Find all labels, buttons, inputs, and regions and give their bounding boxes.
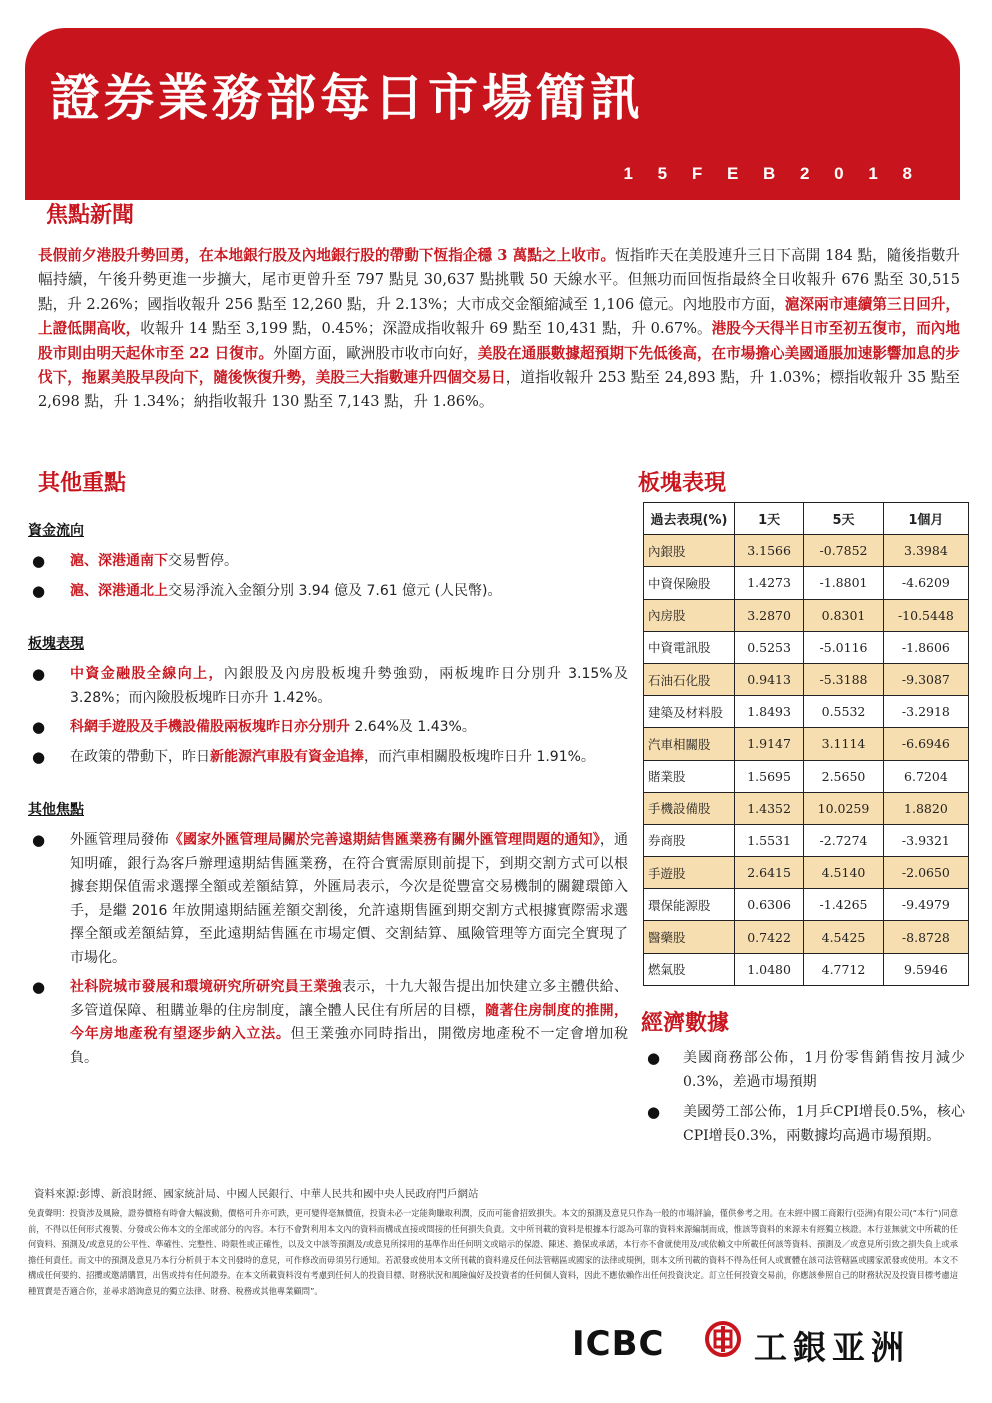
sector-name: 汽車相關股	[644, 728, 735, 760]
sector-name: 醫藥股	[644, 921, 735, 953]
sector-value: -2.7274	[804, 824, 884, 856]
sector-value: -1.8606	[883, 631, 968, 663]
table-row	[644, 567, 969, 599]
economic-item	[643, 1100, 965, 1148]
focus-news-text: 收報升 14 點至 3,199 點，0.45%；深證成指收報升 69 點至 10,431 點，升 0.67%。	[140, 320, 712, 338]
sector-name: 建築及材料股	[644, 696, 735, 728]
focus-news-text: 滬深兩市連續第三日回升，上證低開高收，	[38, 295, 960, 338]
table-row	[644, 857, 969, 889]
economic-data	[643, 1046, 965, 1154]
economic-item	[643, 1046, 965, 1094]
table-row	[644, 760, 969, 792]
bullet-text: 新能源汽車股有資金追捧	[210, 748, 364, 765]
sector-value: 4.5140	[804, 857, 884, 889]
sector-value: 0.9413	[735, 663, 804, 695]
bullet-text: 滬、深港通北上	[70, 582, 168, 599]
focus-news-text: 長假前夕港股升勢回勇，在本地銀行股及內地銀行股的帶動下恆指企穩 3 萬點之上收市。	[38, 247, 616, 264]
focus-news-body	[38, 244, 960, 415]
sector-value: 0.8301	[804, 599, 884, 631]
sector-value: 3.3984	[883, 535, 968, 567]
data-source: 資料來源:彭博、新浪財經、國家統計局、中國人民銀行、中華人民共和國中央人民政府門戶網站	[34, 1188, 479, 1200]
sector-name: 內房股	[644, 599, 735, 631]
sector-table	[643, 502, 969, 986]
sector-value: 3.1114	[804, 728, 884, 760]
sector-value: 2.5650	[804, 760, 884, 792]
bullet-text: 中資金融股全線向上，	[70, 666, 224, 682]
sector-value: -1.8801	[804, 567, 884, 599]
sector-value: 4.7712	[804, 953, 884, 985]
table-row	[644, 792, 969, 824]
sector-value: -5.3188	[804, 663, 884, 695]
subsection-heading: 資金流向	[28, 523, 84, 539]
subsection-heading: 其他焦點	[28, 802, 84, 818]
sector-value: 3.2870	[735, 599, 804, 631]
disclaimer: 免責聲明：投資涉及風險，證券價格有時會大幅波動，價格可升亦可跌，更可變得毫無價值，投資未必一定能夠賺取利潤，反而可能會招致損失。本文的預測及意見只作為一般的市場評論，僅供參考之用。在未經中國工商銀行(亞洲)有限公司(“本行”)同意前，不得以任何形式複製、分發或公佈本文的全部或部分的內容。本行不會對利用本文內的資料而構成直接或間接的任何損失負責。文中所刊載的資料是根據本行認為可靠的資料來源編制而成，惟該等資料的來源未有經獨立核證。本行並無就文中所載的任何資料、預測及/或意見的公平性、準確性、完整性、時限性或正確性，以及文中該等預測及/或意見所採用的基準作出任何明文或暗示的保證、陳述、擔保或承諾，本行亦不會就使用及/或依賴文中所載任何該等資料、預測及／或意見所引致之損失負上或承擔任何責任。而文中的預測及意見乃本行分析員于本文刊發時的意見，可作修改而毋須另行通知。若派發或使用本文所刊載的資料違反任何法管轄區或國家的法律或規例，則本文所刊載的資料不得為任何人或實體在該司法管轄區或國家派發或使用。本文不構成任何要約、招攬或邀請購買，出售或持有任何證券。在本文所載資料沒有考慮到任何人的投資目標、財務狀況和風險偏好及投資者的任何個人資料，因此不應依賴作出任何投資決定。訂立任何投資交易前，你應該參照自己的財務狀況及投資目標考慮這種買賣是否適合你，並尋求諮詢意見的獨立法律、財務、稅務或其他專業顧問”。	[28, 1208, 958, 1296]
bullet-item	[28, 746, 628, 770]
sector-name: 內銀股	[644, 535, 735, 567]
bullet-text: 交易淨流入金額分別 3.94 億及 7.61 億元 (人民幣)。	[168, 582, 502, 599]
sector-value: -4.6209	[883, 567, 968, 599]
sector-value: 0.6306	[735, 889, 804, 921]
bullet-item	[28, 976, 628, 1070]
sector-value: 1.8493	[735, 696, 804, 728]
bullet-text: 社科院城市發展和環境研究所研究員王業強	[70, 979, 342, 995]
economic-text: 美國商務部公佈，1月份零售銷售按月減少 0.3%，差過市場預期	[683, 1050, 965, 1090]
logo-en: ICBC	[572, 1324, 665, 1364]
sector-table-header	[644, 503, 969, 535]
sector-name: 中資保險股	[644, 567, 735, 599]
sector-name: 券商股	[644, 824, 735, 856]
table-row	[644, 728, 969, 760]
table-row	[644, 535, 969, 567]
sector-value: 10.0259	[804, 792, 884, 824]
bullet-item	[28, 580, 628, 604]
focus-news-text: 港股今天得半日市至初五復市，而內地股市則由明天起休市至 22 日復市。	[38, 320, 960, 362]
bullet-icon: ●	[32, 978, 46, 996]
bullet-icon: ●	[647, 1049, 661, 1067]
sector-value: -10.5448	[883, 599, 968, 631]
sector-value: -9.3087	[883, 663, 968, 695]
column-header: 過去表現(%)	[644, 503, 735, 535]
sector-value: 6.7204	[883, 760, 968, 792]
bullet-icon: ●	[32, 552, 46, 570]
bullet-item	[28, 663, 628, 710]
sector-value: 0.7422	[735, 921, 804, 953]
bullet-text: 2.64%及 1.43%。	[350, 719, 476, 735]
sector-value: 1.8820	[883, 792, 968, 824]
table-row	[644, 631, 969, 663]
subsection-heading: 板塊表現	[28, 636, 84, 652]
sector-value: -3.9321	[883, 824, 968, 856]
bullet-text: 《國家外匯管理局關於完善遠期結售匯業務有關外匯管理問題的通知》	[168, 832, 600, 848]
sector-value: -1.4265	[804, 889, 884, 921]
other-highlights-title: 其他重點	[38, 471, 127, 496]
bullet-text: 交易暫停。	[168, 553, 238, 569]
sector-value: 1.9147	[735, 728, 804, 760]
sector-name: 手機設備股	[644, 792, 735, 824]
sector-value: 3.1566	[735, 535, 804, 567]
sector-value: -6.6946	[883, 728, 968, 760]
report-date: 1 5 F E B 2 0 1 8	[623, 164, 922, 183]
logo-cn: 工銀亚洲	[754, 1328, 910, 1367]
other-highlights	[28, 520, 628, 1076]
sector-name: 環保能源股	[644, 889, 735, 921]
sector-name: 賭業股	[644, 760, 735, 792]
sector-value: 4.5425	[804, 921, 884, 953]
bullet-text: 在政策的帶動下，昨日	[70, 748, 210, 765]
bullet-item	[28, 829, 628, 970]
focus-news-title: 焦點新聞	[46, 203, 135, 228]
focus-news-text: 恆指昨天在美股連升三日下高開 184 點，隨後指數升幅持續，午後升勢更進一步擴大，尾市更曾升至 797 點見 30,637 點挑戰 50 天線水平。但無功而回恆指最終全日收報升 676 點至 30,515 點，升 2.26%；國指收報升 256 點至 12,260 點，升 2.13%；大市成交金額縮減至 1,106 億元。內地股市方面，	[38, 247, 960, 313]
table-row	[644, 824, 969, 856]
sector-value: 0.5253	[735, 631, 804, 663]
bullet-item	[28, 716, 628, 740]
bullet-text: 滬、深港通南下	[70, 553, 168, 569]
sector-value: 1.5695	[735, 760, 804, 792]
sector-value: 0.5532	[804, 696, 884, 728]
economic-text: 美國勞工部公佈，1月乒CPI增長0.5%，核心CPI增長0.3%，兩數據均高過市場預期。	[683, 1104, 965, 1144]
table-row	[644, 953, 969, 985]
bullet-icon: ●	[32, 718, 46, 736]
bullet-icon: ●	[32, 665, 46, 683]
focus-news-text: 美股在通脹數據超預期下先低後高，在市場擔心美國通脹加速影響加息的步伐下，拖累美股早段向下，隨後恢復升勢，美股三大指數連升四個交易日	[38, 344, 960, 387]
sector-name: 中資電訊股	[644, 631, 735, 663]
sector-value: -9.4979	[883, 889, 968, 921]
bullet-icon: ●	[32, 581, 46, 600]
icbc-emblem-icon	[704, 1320, 742, 1358]
sector-value: 1.5531	[735, 824, 804, 856]
column-header: 5天	[804, 503, 884, 535]
sector-name: 燃氣股	[644, 953, 735, 985]
sector-value: 1.4352	[735, 792, 804, 824]
economic-data-title: 經濟數據	[641, 1011, 730, 1036]
bullet-text: 表示，十九大報告提出加快建立多主體供給、多管道保障、租購並舉的住房制度，讓全體人民住有所居的目標，	[70, 979, 628, 1019]
bullet-text: 內銀股及內房股板塊升勢強勁，兩板塊昨日分別升 3.15%及 3.28%；而內險股板塊昨日亦升 1.42%。	[70, 666, 628, 706]
table-row	[644, 696, 969, 728]
focus-news-text: 外圍方面，歐洲股市收市向好，	[273, 344, 478, 362]
bullet-item	[28, 550, 628, 574]
table-row	[644, 599, 969, 631]
sector-value: -3.2918	[883, 696, 968, 728]
bullet-text: ，而汽車相關股板塊昨日升 1.91%。	[364, 748, 595, 765]
column-header: 1個月	[883, 503, 968, 535]
sector-value: -0.7852	[804, 535, 884, 567]
sector-name: 手遊股	[644, 857, 735, 889]
page-title: 證券業務部每日市場簡訊	[50, 69, 644, 127]
column-header: 1天	[735, 503, 804, 535]
sector-performance-title: 板塊表現	[638, 471, 727, 496]
sector-value: -5.0116	[804, 631, 884, 663]
table-row	[644, 663, 969, 695]
bullet-text: 隨著住房制度的推開，今年房地產稅有望逐步納入立法。	[70, 1002, 628, 1042]
sector-value: -8.8728	[883, 921, 968, 953]
table-row	[644, 921, 969, 953]
bullet-icon: ●	[32, 831, 46, 849]
bullet-icon: ●	[32, 747, 46, 766]
bullet-text: ，通知明確，銀行為客戶辦理遠期結售匯業務，在符合實需原則前提下，到期交割方式可以根據套期保值需求選擇全額或差額結算，外匯局表示，今次是從豐富交易機制的關鍵環節入手，是繼 2016 年放開遠期結匯差額交割後，允許遠期售匯到期交割方式根據實際需求選擇全額或差額結算，至此遠期結售匯在市場定價、交割結算、風險管理等方面完全實現了市場化。	[70, 832, 629, 966]
sector-value: -2.0650	[883, 857, 968, 889]
sector-value: 2.6415	[735, 857, 804, 889]
bullet-icon: ●	[647, 1103, 661, 1121]
sector-value: 9.5946	[883, 953, 968, 985]
focus-news-text: ，道指收報升 253 點至 24,893 點，升 1.03%；標指收報升 35 點至 2,698 點，升 1.34%；納指收報升 130 點至 7,143 點，升 1.86%。	[38, 369, 960, 411]
bullet-text: 外匯管理局發佈	[70, 832, 169, 848]
sector-value: 1.0480	[735, 953, 804, 985]
table-row	[644, 889, 969, 921]
bullet-text: 科網手遊股及手機設備股兩板塊昨日亦分別升	[70, 719, 350, 735]
sector-name: 石油石化股	[644, 663, 735, 695]
sector-value: 1.4273	[735, 567, 804, 599]
bullet-text: 但王業強亦同時指出，開徵房地產稅不一定會增加稅負。	[70, 1026, 629, 1066]
